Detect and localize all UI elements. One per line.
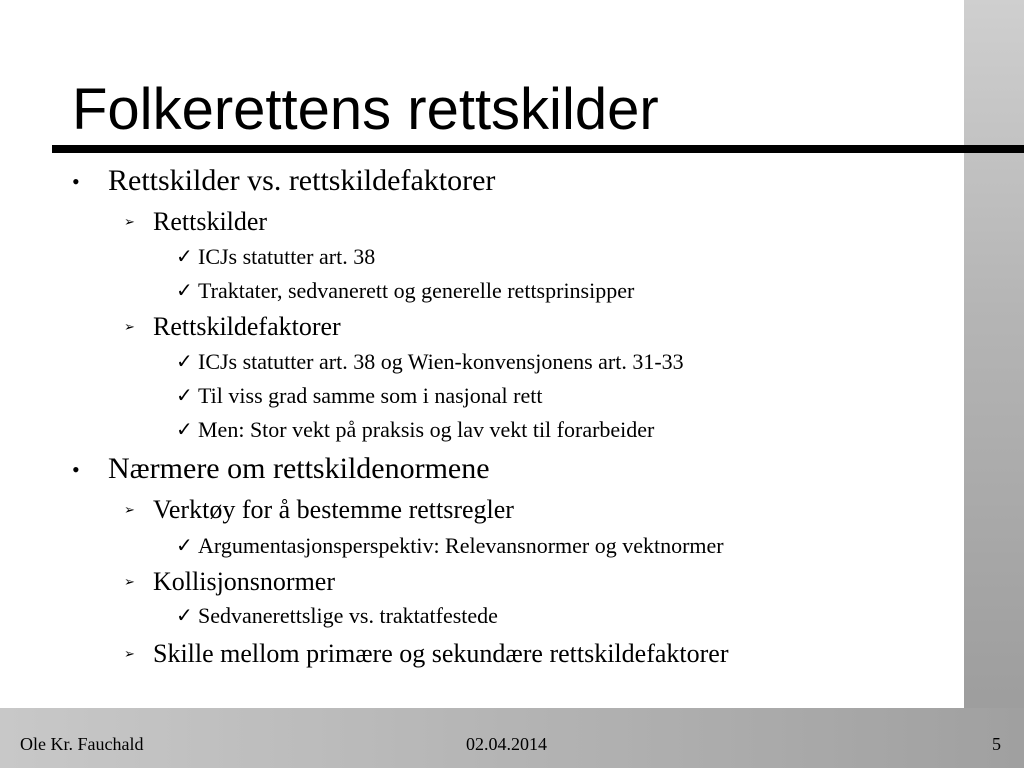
bullet-item-level3: ICJs statutter art. 38 og Wien-konvensjonens art. 31-33	[198, 349, 684, 374]
bullet-item-level3: Til viss grad samme som i nasjonal rett	[198, 383, 543, 408]
title-underline-rule	[52, 145, 1024, 153]
bullet-item-level3: ICJs statutter art. 38	[198, 244, 376, 269]
bullet-item-level2: Rettskilder	[153, 207, 268, 236]
bullet-item-level2: Verktøy for å bestemme rettsregler	[153, 495, 514, 524]
bullet-item-level3: Argumentasjonsperspektiv: Relevansnormer og vektnormer	[198, 533, 724, 558]
slide-title: Folkerettens rettskilder	[72, 77, 659, 142]
bullet-icon: •	[72, 169, 80, 194]
checkmark-icon: ✓	[176, 280, 193, 302]
arrow-bullet-icon: ➢	[124, 574, 135, 589]
arrow-bullet-icon: ➢	[124, 502, 135, 517]
bullet-item-level2: Rettskildefaktorer	[153, 312, 341, 341]
footer-date: 02.04.2014	[466, 734, 547, 754]
checkmark-icon: ✓	[176, 535, 193, 557]
bullet-icon: •	[72, 457, 80, 482]
checkmark-icon: ✓	[176, 246, 193, 268]
right-gradient-band	[964, 0, 1024, 768]
bullet-item-level1: Rettskilder vs. rettskildefaktorer	[108, 164, 496, 197]
arrow-bullet-icon: ➢	[124, 646, 135, 661]
bullet-item-level2: Skille mellom primære og sekundære rettskildefaktorer	[153, 639, 729, 668]
bullet-item-level3: Sedvanerettslige vs. traktatfestede	[198, 603, 498, 628]
checkmark-icon: ✓	[176, 419, 193, 441]
bullet-item-level2: Kollisjonsnormer	[153, 567, 335, 596]
bullet-item-level3: Traktater, sedvanerett og generelle rettsprinsipper	[198, 278, 635, 303]
checkmark-icon: ✓	[176, 351, 193, 373]
footer-author: Ole Kr. Fauchald	[20, 734, 144, 754]
bullet-item-level3: Men: Stor vekt på praksis og lav vekt til forarbeider	[198, 417, 655, 442]
footer-page-number: 5	[992, 734, 1001, 754]
checkmark-icon: ✓	[176, 385, 193, 407]
arrow-bullet-icon: ➢	[124, 214, 135, 229]
arrow-bullet-icon: ➢	[124, 319, 135, 334]
bullet-item-level1: Nærmere om rettskildenormene	[108, 452, 490, 485]
checkmark-icon: ✓	[176, 605, 193, 627]
